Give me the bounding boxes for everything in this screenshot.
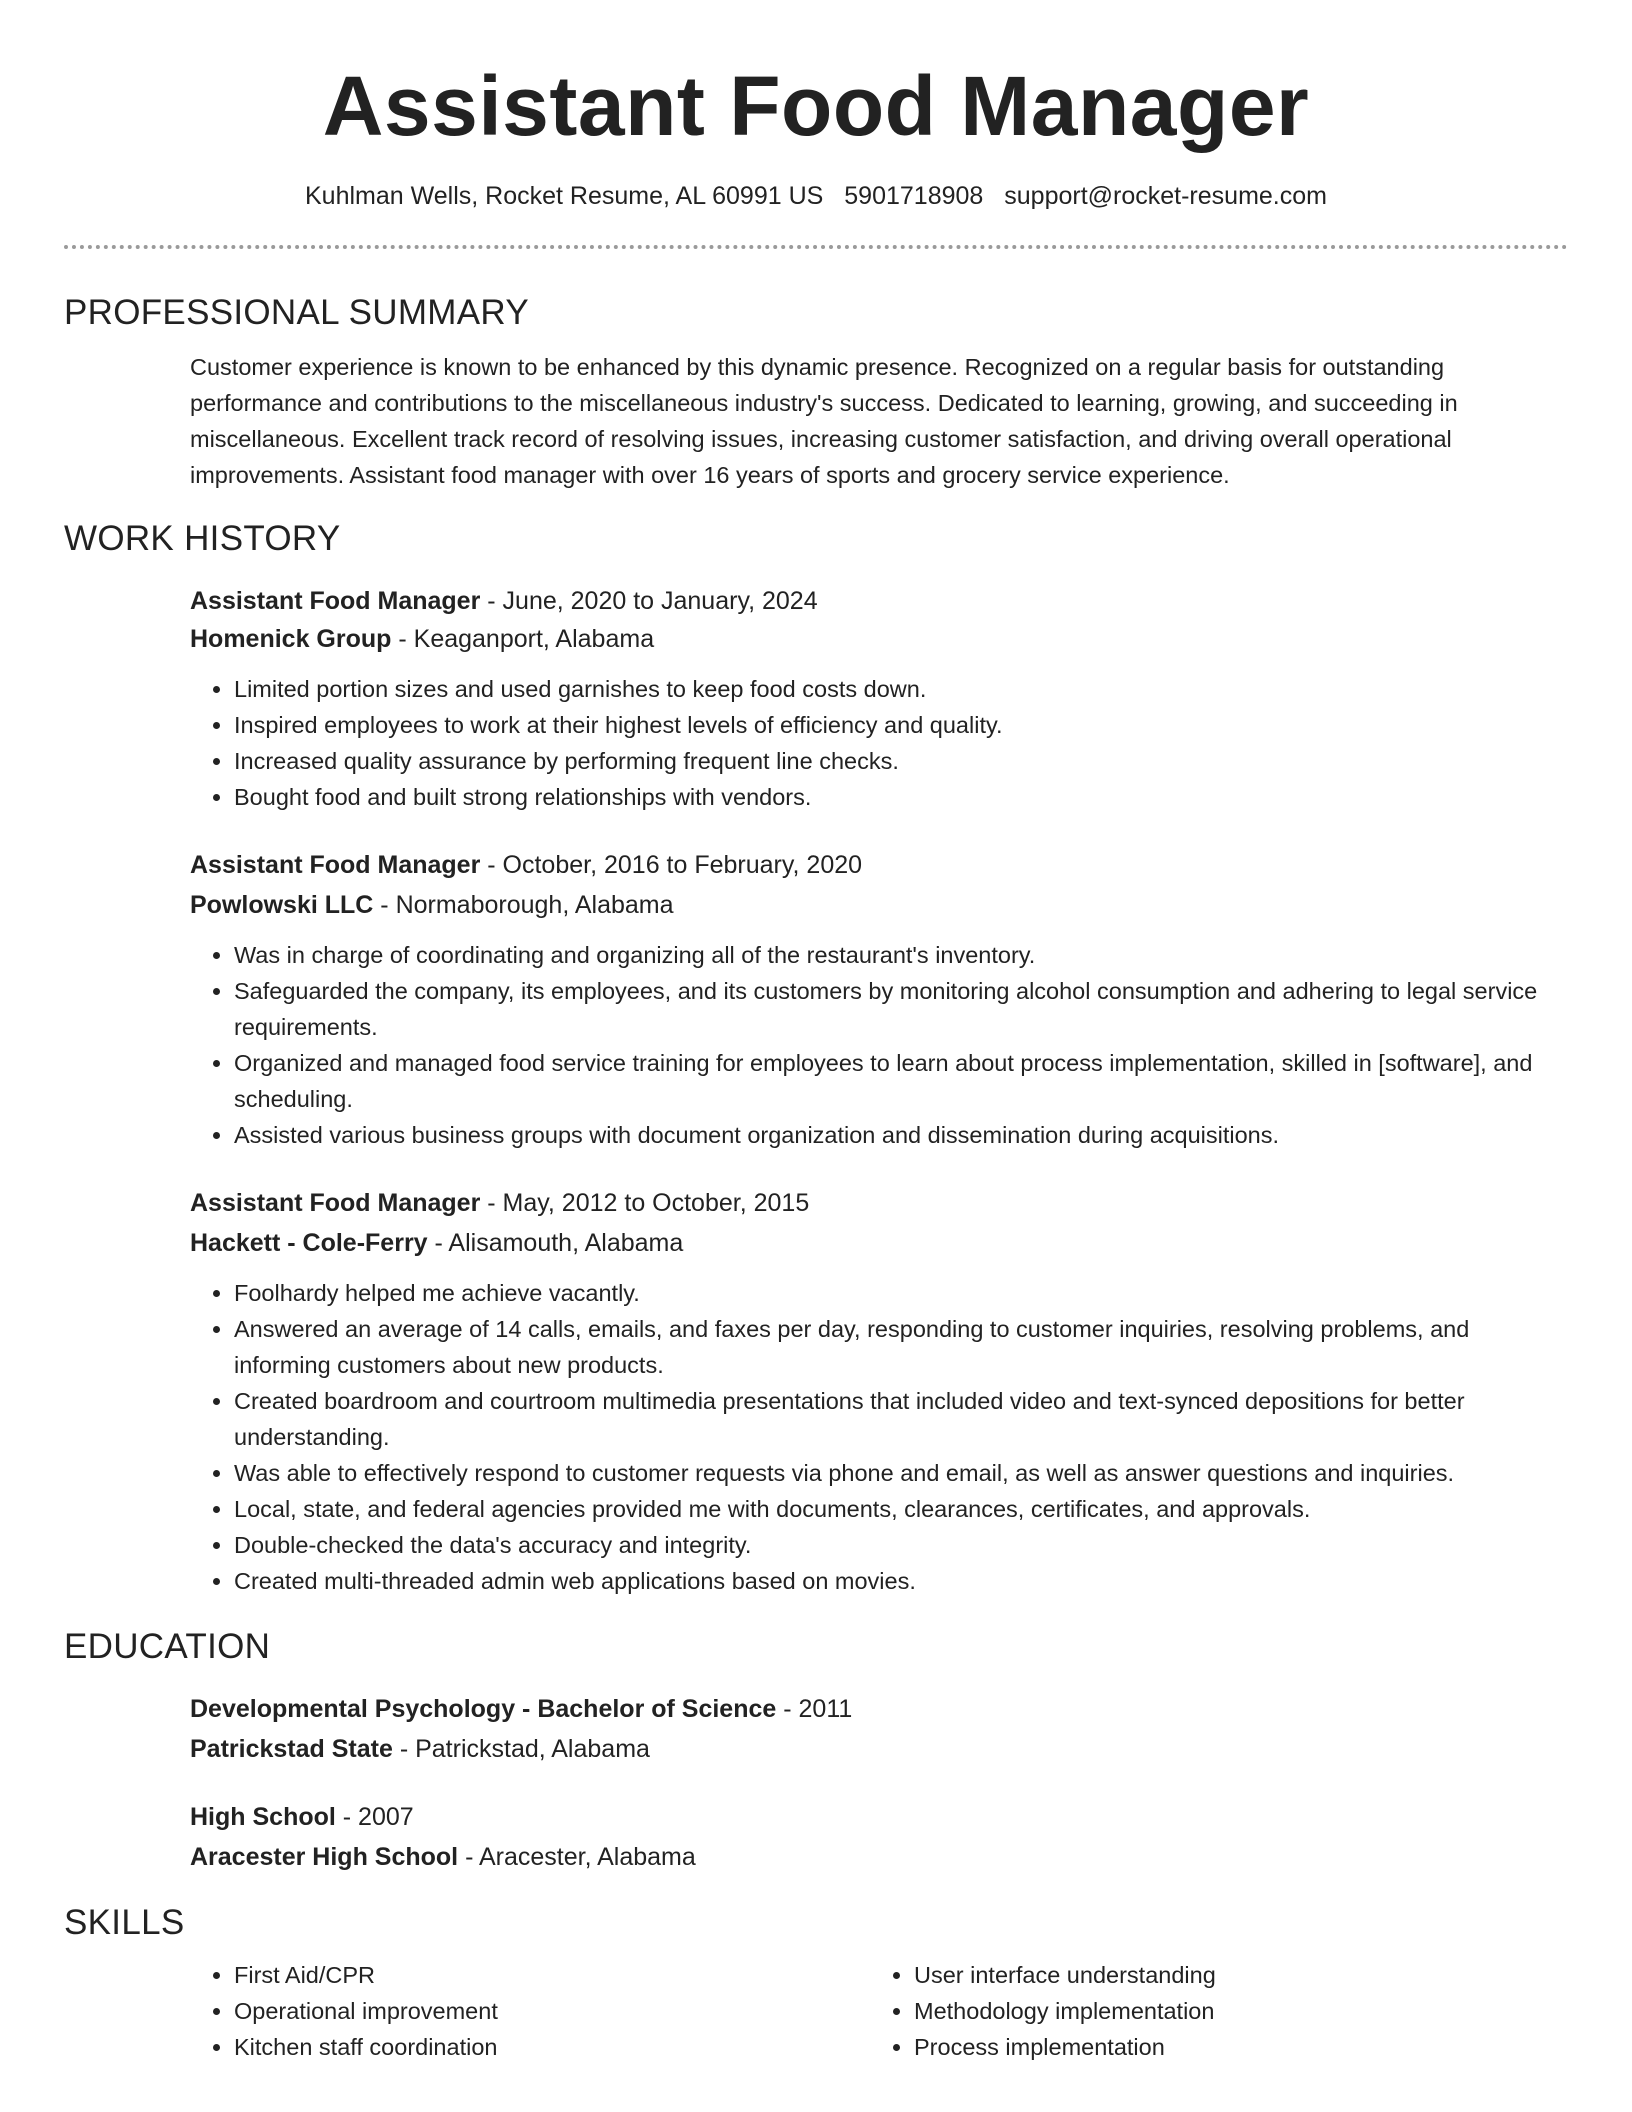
education-entry	[190, 1797, 1568, 1877]
job-location: - Keaganport, Alabama	[391, 625, 655, 653]
work-history-section	[64, 519, 1568, 1599]
job-bullets	[190, 1275, 1568, 1599]
job-title: Assistant Food Manager	[190, 1189, 481, 1217]
job-entry	[190, 581, 1568, 815]
contact-email: support@rocket-resume.com	[1004, 182, 1327, 210]
contact-phone: 5901718908	[844, 182, 984, 210]
education-degree: Developmental Psychology - Bachelor of Science	[190, 1695, 777, 1723]
list-item: • Answered an average of 14 calls, emails, and faxes per day, responding to customer inquiries, resolving problems, and informing customers about new products.	[234, 1311, 1568, 1383]
list-item: • Bought food and built strong relationships with vendors.	[234, 779, 1568, 815]
education-degree-line	[190, 1797, 1568, 1837]
job-title-line	[190, 581, 1568, 621]
job-title-line	[190, 845, 1568, 885]
skills-list	[190, 1957, 870, 2065]
list-item: • Safeguarded the company, its employees, and its customers by monitoring alcohol consumption and adhering to legal service requirements.	[234, 973, 1568, 1045]
summary-section	[64, 293, 1568, 493]
skills-section	[64, 1903, 1568, 2065]
list-item: • Limited portion sizes and used garnishes to keep food costs down.	[234, 671, 1568, 707]
job-title: Assistant Food Manager	[190, 851, 481, 879]
skills-column-right	[870, 1957, 1550, 2065]
contact-address: Kuhlman Wells, Rocket Resume, AL 60991 US	[305, 182, 824, 210]
job-dates: - October, 2016 to February, 2020	[480, 851, 863, 879]
list-item: • Inspired employees to work at their highest levels of efficiency and quality.	[234, 707, 1568, 743]
skills-list	[870, 1957, 1550, 2065]
education-school-line	[190, 1729, 1568, 1769]
education-heading: EDUCATION	[64, 1627, 271, 1666]
list-item: • Double-checked the data's accuracy and integrity.	[234, 1527, 1568, 1563]
resume-page	[64, 0, 1568, 2065]
education-location: - Patrickstad, Alabama	[392, 1735, 650, 1763]
education-entry	[190, 1689, 1568, 1769]
job-dates: - May, 2012 to October, 2015	[480, 1189, 810, 1217]
list-item: • Kitchen staff coordination	[234, 2029, 870, 2065]
list-item: • Was in charge of coordinating and organizing all of the restaurant's inventory.	[234, 937, 1568, 973]
list-item: • Increased quality assurance by performing frequent line checks.	[234, 743, 1568, 779]
education-year: - 2011	[776, 1695, 853, 1723]
job-title-line	[190, 1183, 1568, 1223]
education-location: - Aracester, Alabama	[458, 1843, 696, 1871]
list-item: • User interface understanding	[914, 1957, 1550, 1993]
education-school: Patrickstad State	[190, 1735, 393, 1763]
education-school-line	[190, 1837, 1568, 1877]
list-item: • Created boardroom and courtroom multimedia presentations that included video and text-synced depositions for better understanding.	[234, 1383, 1568, 1455]
resume-title: Assistant Food Manager	[322, 59, 1310, 153]
summary-text: Customer experience is known to be enhanced by this dynamic presence. Recognized on a regular basis for outstanding performance and contributions to the miscellaneous industry's success. Dedicated to learning, growing, and succeeding in miscellaneous. Excellent track record of resolving issues, increasing customer satisfaction, and driving overall operational improvements. Assistant food manager with over 16 years of sports and grocery service experience.	[190, 354, 1458, 488]
job-company: Powlowski LLC	[190, 891, 374, 919]
skills-heading: SKILLS	[64, 1903, 185, 1942]
job-dates: - June, 2020 to January, 2024	[480, 587, 818, 615]
job-location: - Alisamouth, Alabama	[427, 1229, 684, 1257]
list-item: • Methodology implementation	[914, 1993, 1550, 2029]
job-bullets	[190, 937, 1568, 1153]
list-item: • Operational improvement	[234, 1993, 870, 2029]
job-company-line	[190, 885, 1568, 925]
job-entry	[190, 1183, 1568, 1599]
skills-column-left	[190, 1957, 870, 2065]
education-degree: High School	[190, 1803, 336, 1831]
education-section	[64, 1627, 1568, 1877]
contact-line	[64, 180, 1568, 212]
list-item: • Created multi-threaded admin web applications based on movies.	[234, 1563, 1568, 1599]
job-title: Assistant Food Manager	[190, 587, 481, 615]
header-divider	[64, 245, 1568, 249]
job-company-line	[190, 619, 1568, 659]
list-item: • Organized and managed food service training for employees to learn about process implementation, skilled in [software], and scheduling.	[234, 1045, 1568, 1117]
job-entry	[190, 845, 1568, 1153]
education-degree-line	[190, 1689, 1568, 1729]
job-location: - Normaborough, Alabama	[373, 891, 674, 919]
job-company-line	[190, 1223, 1568, 1263]
list-item: • Assisted various business groups with document organization and dissemination during acquisitions.	[234, 1117, 1568, 1153]
skills-grid	[190, 1957, 1568, 2065]
job-bullets	[190, 671, 1568, 815]
education-school: Aracester High School	[190, 1843, 459, 1871]
education-year: - 2007	[335, 1803, 414, 1831]
list-item: • Local, state, and federal agencies provided me with documents, clearances, certificates, and approvals.	[234, 1491, 1568, 1527]
list-item: • Process implementation	[914, 2029, 1550, 2065]
list-item: • Was able to effectively respond to customer requests via phone and email, as well as answer questions and inquiries.	[234, 1455, 1568, 1491]
list-item: • First Aid/CPR	[234, 1957, 870, 1993]
job-company: Hackett - Cole-Ferry	[190, 1229, 428, 1257]
summary-heading: PROFESSIONAL SUMMARY	[64, 293, 529, 332]
work-history-heading: WORK HISTORY	[64, 519, 341, 558]
job-company: Homenick Group	[190, 625, 392, 653]
list-item: • Foolhardy helped me achieve vacantly.	[234, 1275, 1568, 1311]
